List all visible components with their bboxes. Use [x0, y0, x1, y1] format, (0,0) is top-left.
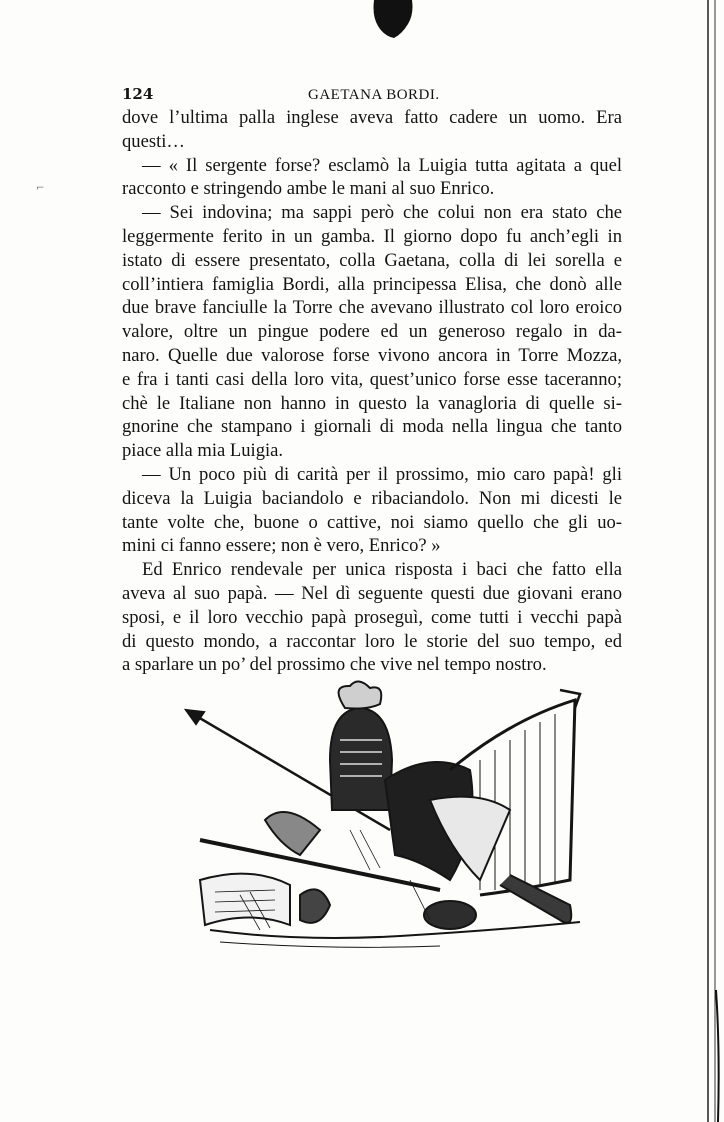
text-line: — « Il sergente forse? esclamò la Luigia tutta agitata a quel	[142, 154, 622, 176]
text-line: leggermente ferito in un gamba. Il giorno dopo fu anch’egli in	[122, 225, 622, 247]
text-line: aveva al suo papà. — Nel dì seguente questi due giovani erano	[122, 582, 622, 604]
text-line: due brave fanciulle la Torre che avevano illustrato col loro eroico	[122, 297, 622, 319]
page-edge-shadow-icon	[700, 0, 724, 1122]
text-line: tante volte che, buone o cattive, noi siamo quello che gli uo-	[122, 511, 622, 533]
text-line: di questo mondo, a raccontar loro le storie del suo tempo, ed	[122, 630, 622, 652]
text-line: e fra i tanti casi della loro vita, quest’unico forse esse taceranno;	[122, 368, 622, 390]
text-line: mini ci fanno essere; non è vero, Enrico? »	[122, 535, 441, 557]
trophy-of-arms-engraving-icon	[180, 680, 590, 960]
text-line: naro. Quelle due valorose forse vivono ancora in Torre Mozza,	[122, 344, 622, 366]
body-text	[122, 106, 622, 677]
text-line: gnorine che stampano i giornali di moda nella lingua che tanto	[122, 416, 622, 438]
text-line: a sparlare un po’ del prossimo che vive nel tempo nostro.	[122, 654, 547, 676]
page-number: 124	[122, 85, 154, 103]
text-line: sposi, e il loro vecchio papà proseguì, come tutti i vecchi papà	[122, 606, 622, 628]
text-line: — Sei indovina; ma sappi però che colui non era stato che	[142, 202, 622, 224]
ink-blot-icon	[370, 0, 416, 40]
text-line: valore, oltre un pingue podere ed un generoso regalo in da-	[122, 321, 622, 343]
text-line: Ed Enrico rendevale per unica risposta i baci che fatto ella	[142, 559, 622, 581]
text-line: racconto e stringendo ambe le mani al suo Enrico.	[122, 178, 495, 200]
text-line: chè le Italiane non hanno in questo la vanagloria di quelle si-	[122, 392, 622, 414]
text-line: istato di essere presentato, colla Gaetana, colla di lei sorella e	[122, 249, 622, 271]
text-line: coll’intiera famiglia Bordi, alla principessa Elisa, che donò alle	[122, 273, 622, 295]
text-line: — Un poco più di carità per il prossimo, mio caro papà! gli	[142, 463, 622, 485]
text-line: dove l’ultima palla inglese aveva fatto cadere un uomo. Era	[122, 107, 622, 128]
text-line: questi…	[122, 130, 186, 152]
text-line: diceva la Luigia baciandolo e ribaciandolo. Non mi dicesti le	[122, 487, 622, 509]
running-title: GAETANA BORDI.	[308, 87, 440, 103]
margin-mark-icon: ⌐	[36, 183, 45, 194]
text-line: piace alla mia Luigia.	[122, 440, 284, 462]
